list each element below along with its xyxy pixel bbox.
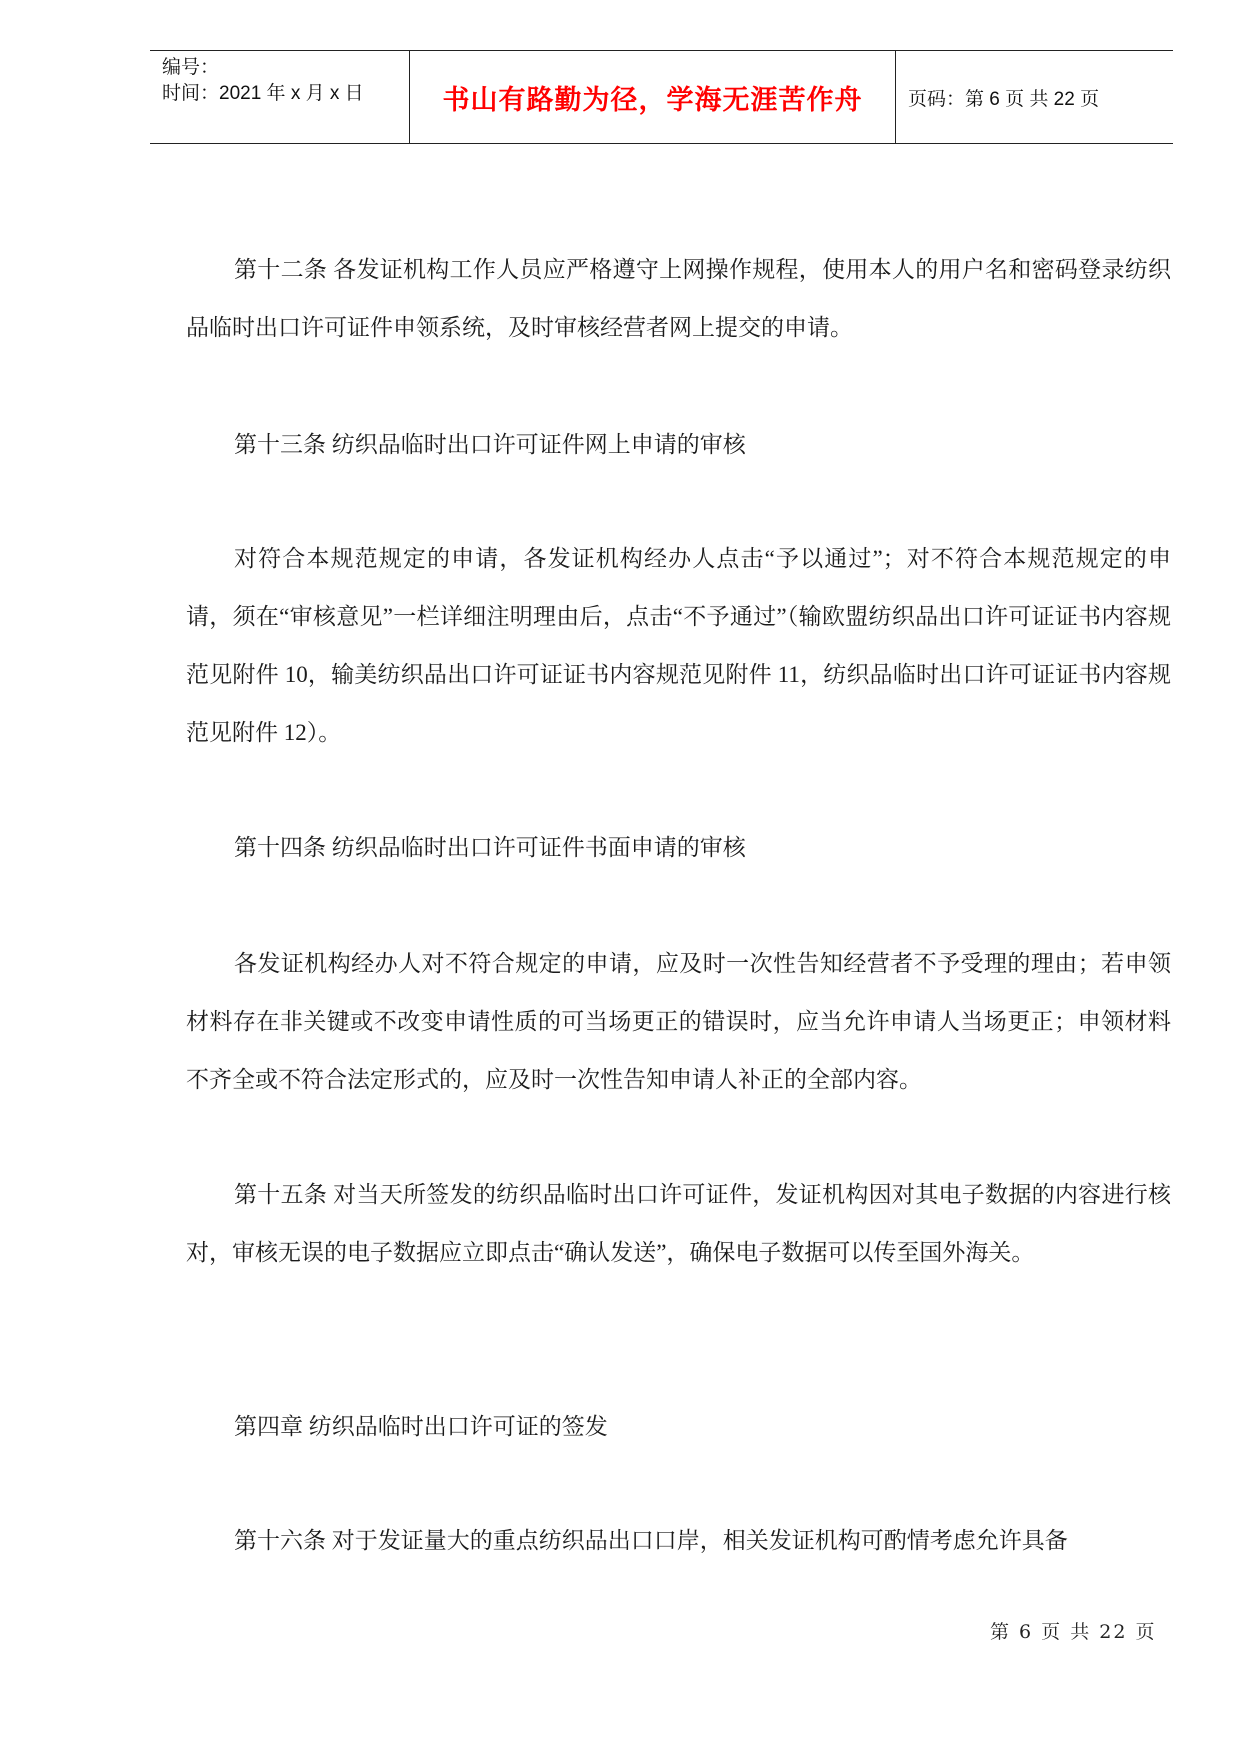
article-15: 第十五条 对当天所签发的纺织品临时出口许可证件，发证机构因对其电子数据的内容进行核对，审核无误的电子数据应立即点击“确认发送”，确保电子数据可以传至国外海关。 (186, 1182, 1171, 1265)
header-meta (150, 51, 410, 143)
article-16: 第十六条 对于发证量大的重点纺织品出口口岸，相关发证机构可酌情考虑允许具备 (234, 1528, 1068, 1553)
article-13-body: 对符合本规范规定的申请，各发证机构经办人点击“予以通过”；对不符合本规范规定的申请，须在“审核意见”一栏详细注明理由后，点击“不予通过”（输欧盟纺织品出口许可证证书内容规范见附件 10，输美纺织品出口许可证证书内容规范见附件 11，纺织品临时出口许可证证书内容规范见附件 12）。 (186, 546, 1171, 745)
article-14-body: 各发证机构经办人对不符合规定的申请，应及时一次性告知经营者不予受理的理由；若申领材料存在非关键或不改变申请性质的可当场更正的错误时，应当允许申请人当场更正；申领材料不齐全或不符合法定形式的，应及时一次性告知申请人补正的全部内容。 (186, 951, 1171, 1092)
document-number-label: 编号： (162, 57, 220, 78)
page-header (150, 50, 1173, 144)
document-time-label: 时间：2021 年 x 月 x 日 (162, 83, 364, 104)
header-page-info: 页码：第 6 页 共 22 页 (908, 88, 1100, 110)
article-14-heading: 第十四条 纺织品临时出口许可证件书面申请的审核 (234, 835, 746, 860)
header-motto-cell (410, 51, 896, 143)
article-13-heading: 第十三条 纺织品临时出口许可证件网上申请的审核 (234, 432, 746, 457)
header-motto: 书山有路勤为径，学海无涯苦作舟 (442, 84, 863, 116)
page-footer: 第 6 页 共 22 页 (990, 1621, 1157, 1643)
header-page-cell (896, 51, 1173, 143)
article-12: 第十二条 各发证机构工作人员应严格遵守上网操作规程，使用本人的用户名和密码登录纺织品临时出口许可证件申领系统，及时审核经营者网上提交的申请。 (186, 257, 1171, 340)
chapter-4-heading: 第四章 纺织品临时出口许可证的签发 (234, 1414, 608, 1439)
